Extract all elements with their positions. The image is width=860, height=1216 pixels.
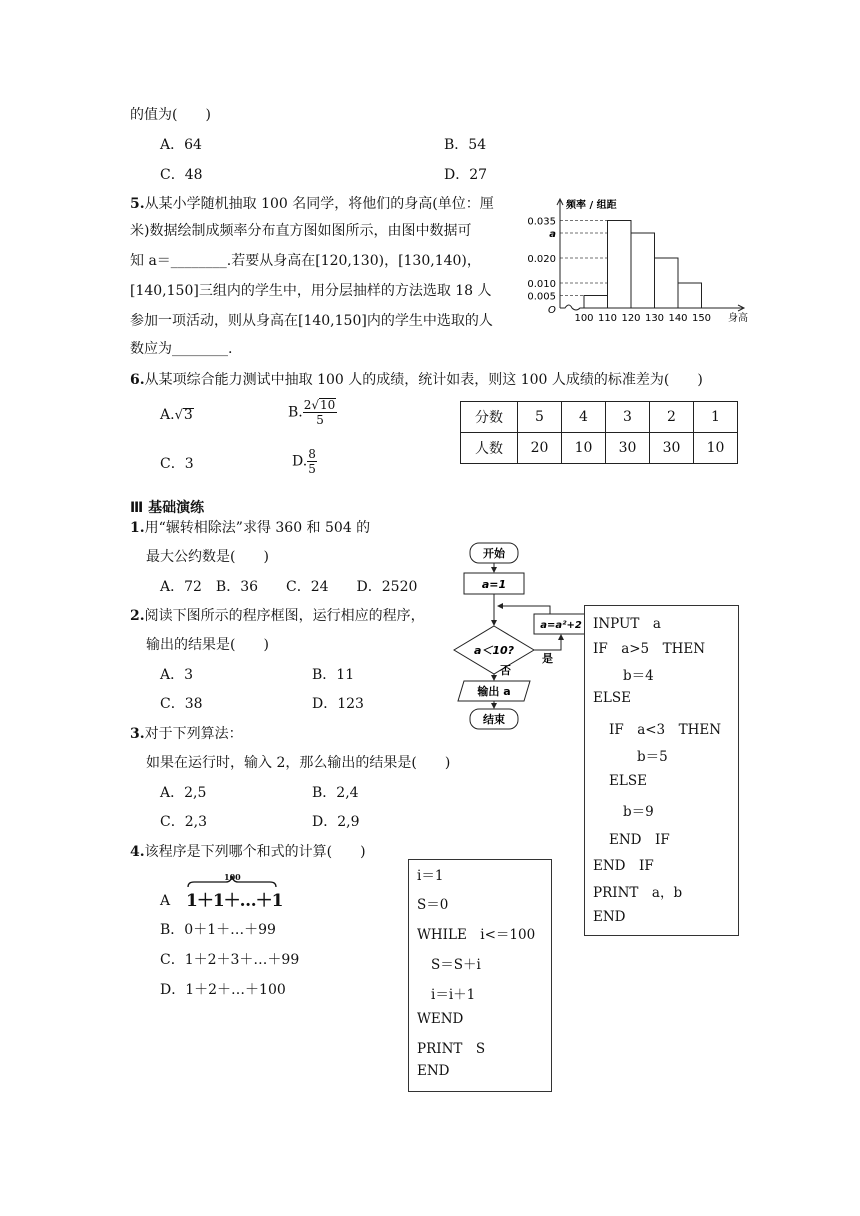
code-line: b＝4 bbox=[623, 668, 654, 684]
q6-stem: 6.从某项综合能力测试中抽取 100 人的成绩，统计如表，则这 100 人成绩的标准差为( ) bbox=[130, 372, 703, 388]
code-line: INPUT a bbox=[593, 616, 661, 632]
b4-option-d: D．1＋2＋…＋100 bbox=[160, 982, 286, 998]
code-line: IF a>5 THEN bbox=[593, 641, 706, 657]
y-tick-label: 0.020 bbox=[527, 254, 556, 265]
score-table bbox=[460, 401, 738, 464]
b2-option-a: A．3 bbox=[160, 667, 194, 683]
flow-start-node bbox=[470, 543, 518, 563]
x-axis-label: 身高 bbox=[728, 313, 748, 324]
q5-line-2: 米)数据绘制成频率分布直方图如图所示，由图中数据可 bbox=[130, 223, 472, 239]
code-line: S＝0 bbox=[417, 897, 449, 913]
b2-option-d: D．123 bbox=[312, 696, 364, 712]
table-header-cell: 3 bbox=[606, 402, 650, 433]
b1-line-2: 最大公约数是( ) bbox=[146, 549, 269, 565]
y-tick-label: 0.010 bbox=[527, 279, 556, 290]
b2-option-b: B．11 bbox=[312, 667, 355, 683]
svg-text:结束: 结束 bbox=[483, 713, 505, 726]
b1-line-1: 1.用“辗转相除法”求得 360 和 504 的 bbox=[130, 520, 371, 536]
b2-line-1: 2.阅读下图所示的程序框图，运行相应的程序， bbox=[130, 608, 425, 624]
table-cell: 30 bbox=[650, 433, 694, 464]
b2-number: 2. bbox=[130, 608, 145, 624]
b1-number: 1. bbox=[130, 520, 145, 536]
table-header-cell: 2 bbox=[650, 402, 694, 433]
code-line: END bbox=[593, 909, 626, 925]
q6-number: 6. bbox=[130, 372, 145, 388]
q5-line-3: 知 a＝________.若要从身高在[120,130)，[130,140)， bbox=[130, 253, 481, 269]
q4-option-a: A．64 bbox=[160, 137, 202, 153]
svg-text:开始: 开始 bbox=[483, 547, 505, 560]
q5-line-4: [140,150]三组内的学生中，用分层抽样的方法选取 18 人 bbox=[130, 283, 492, 299]
histogram-bar bbox=[678, 283, 702, 308]
table-row bbox=[461, 402, 738, 433]
q5-line-6: 数应为________. bbox=[130, 341, 233, 357]
code-line: WHILE i<＝100 bbox=[417, 927, 536, 943]
b3-option-d: D．2,9 bbox=[312, 814, 360, 830]
b2-option-c: C．38 bbox=[160, 696, 203, 712]
x-tick-label: 110 bbox=[597, 313, 618, 324]
code-line: END IF bbox=[593, 858, 654, 874]
code-line: ELSE bbox=[593, 690, 631, 706]
flow-no-label: 否 bbox=[500, 664, 511, 677]
x-tick-label: 150 bbox=[691, 313, 712, 324]
table-header-cell: 5 bbox=[518, 402, 562, 433]
code-box-while bbox=[408, 859, 552, 1092]
b3-option-c: C．2,3 bbox=[160, 814, 207, 830]
b4-option-a-expr: 1＋1＋…＋1 bbox=[186, 891, 283, 911]
q6-option-c: C．3 bbox=[160, 456, 194, 472]
histogram-bar bbox=[584, 296, 608, 309]
svg-text:a＜10?: a＜10? bbox=[473, 644, 515, 657]
table-header-cell: 分数 bbox=[461, 402, 518, 433]
b3-option-b: B．2,4 bbox=[312, 785, 359, 801]
table-cell: 20 bbox=[518, 433, 562, 464]
b4-option-a-prefix: A bbox=[160, 893, 171, 909]
q4-stem-tail: 的值为( ) bbox=[130, 107, 211, 123]
table-cell: 30 bbox=[606, 433, 650, 464]
b3-line-2: 如果在运行时，输入 2，那么输出的结果是( ) bbox=[146, 755, 451, 771]
b1-options: A．72 B．36 C．24 D．2520 bbox=[160, 579, 418, 595]
flow-condition-node bbox=[454, 626, 534, 674]
b3-option-a: A．2,5 bbox=[160, 785, 207, 801]
q6-option-a: A.√3 bbox=[160, 407, 193, 423]
flow-output-node bbox=[458, 681, 530, 701]
b4-option-c: C．1＋2＋3＋…＋99 bbox=[160, 952, 300, 968]
svg-text:输出 a: 输出 a bbox=[477, 685, 511, 698]
b4-line-1: 4.该程序是下列哪个和式的计算( ) bbox=[130, 844, 366, 860]
flow-end-node bbox=[470, 709, 518, 729]
svg-text:a=1: a=1 bbox=[481, 578, 507, 591]
histogram-bar bbox=[655, 258, 679, 308]
program-flowchart bbox=[446, 540, 592, 736]
q5-number: 5. bbox=[130, 196, 145, 212]
origin-label: O bbox=[548, 305, 556, 316]
table-header-cell: 1 bbox=[694, 402, 738, 433]
code-line: IF a<3 THEN bbox=[609, 722, 722, 738]
code-line: ELSE bbox=[609, 773, 647, 789]
table-cell: 人数 bbox=[461, 433, 518, 464]
code-line: END IF bbox=[609, 832, 670, 848]
code-line: END bbox=[417, 1063, 450, 1079]
svg-text:a=a²+2: a=a²+2 bbox=[540, 620, 582, 631]
b3-line-1: 3.对于下列算法： bbox=[130, 726, 243, 742]
y-tick-label: a bbox=[549, 229, 556, 240]
code-line: WEND bbox=[417, 1011, 464, 1027]
q5-line-5: 参加一项活动，则从身高在[140,150]内的学生中选取的人 bbox=[130, 313, 493, 329]
x-tick-label: 140 bbox=[668, 313, 688, 324]
table-row bbox=[461, 433, 738, 464]
code-box-if-else bbox=[584, 605, 739, 936]
q6-option-d: D. $\frac{8}{5}$ bbox=[292, 447, 316, 476]
x-tick-label: 130 bbox=[644, 313, 665, 324]
code-line: b＝5 bbox=[637, 749, 668, 765]
b2-line-2: 输出的结果是( ) bbox=[146, 637, 269, 653]
q4-option-c: C．48 bbox=[160, 167, 203, 183]
q6-option-b: B. $\frac{2√10}{5}$ bbox=[288, 398, 336, 427]
table-cell: 10 bbox=[562, 433, 606, 464]
flow-init-node bbox=[464, 573, 524, 594]
b4-option-a-count: 100 bbox=[224, 872, 241, 882]
code-line: PRINT S bbox=[417, 1041, 486, 1057]
code-line: S＝S＋i bbox=[431, 957, 481, 973]
q5-line-1: 5.从某小学随机抽取 100 名同学，将他们的身高(单位：厘 bbox=[130, 196, 494, 212]
y-axis-label: 频率 / 组距 bbox=[566, 200, 617, 211]
frequency-histogram bbox=[516, 196, 756, 326]
q4-option-d: D．27 bbox=[444, 167, 488, 183]
histogram-bar bbox=[631, 233, 655, 308]
code-line: i＝1 bbox=[417, 868, 444, 884]
b4-number: 4. bbox=[130, 844, 145, 860]
histogram-bar bbox=[608, 221, 632, 309]
flow-update-node bbox=[534, 614, 588, 634]
code-line: i＝i＋1 bbox=[431, 987, 476, 1003]
code-line: PRINT a，b bbox=[593, 885, 683, 901]
section-title: Ⅲ 基础演练 bbox=[130, 500, 205, 516]
flow-yes-label: 是 bbox=[542, 652, 553, 665]
y-tick-label: 0.005 bbox=[527, 291, 556, 303]
x-tick-label: 120 bbox=[621, 313, 641, 324]
code-line: b＝9 bbox=[623, 804, 654, 820]
table-cell: 10 bbox=[694, 433, 738, 464]
b3-number: 3. bbox=[130, 726, 145, 742]
table-header-cell: 4 bbox=[562, 402, 606, 433]
q4-option-b: B．54 bbox=[444, 137, 487, 153]
b4-option-b: B．0＋1＋…＋99 bbox=[160, 922, 276, 938]
y-tick-label: 0.035 bbox=[527, 216, 556, 228]
x-tick-label: 100 bbox=[574, 313, 594, 324]
